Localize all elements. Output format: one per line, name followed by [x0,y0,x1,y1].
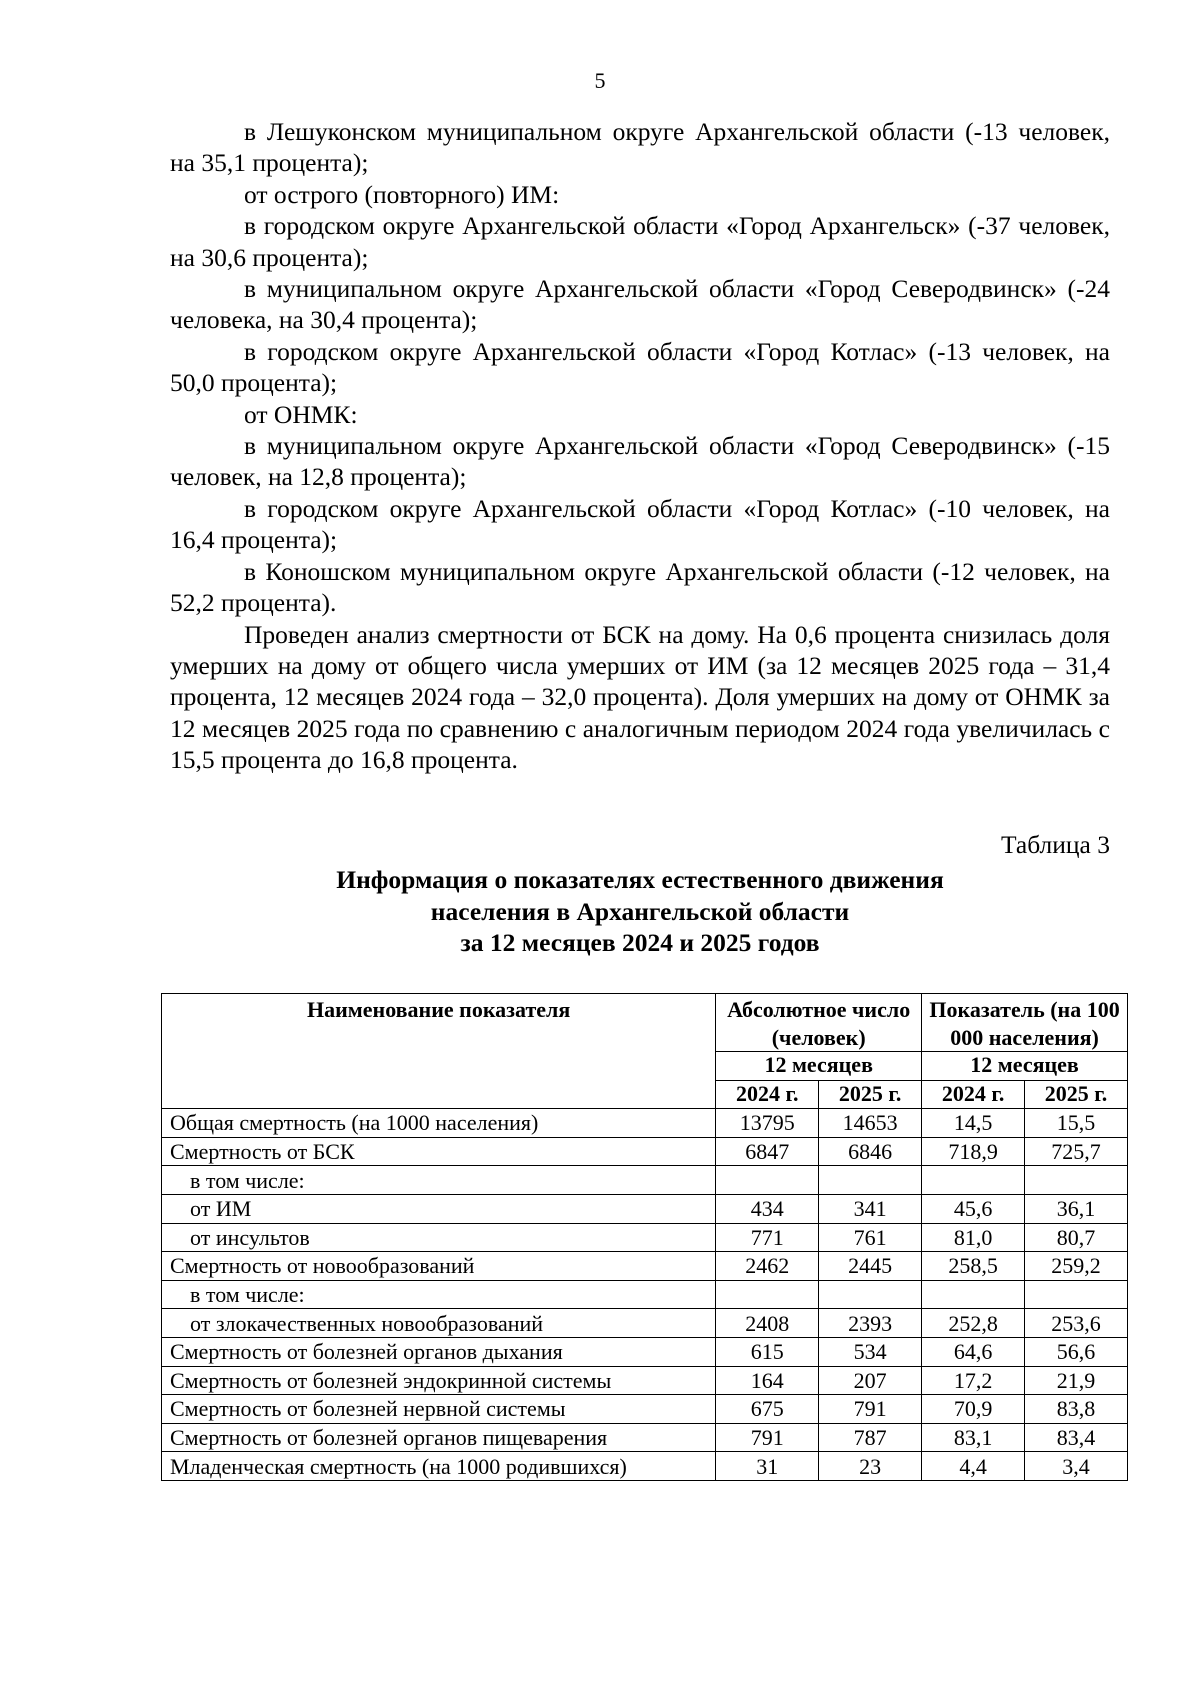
table-row [162,1395,1128,1424]
header-year: 2024 г. [922,1080,1025,1109]
paragraph: от острого (повторного) ИМ: [244,179,560,209]
row-label: от ИМ [162,1194,716,1223]
header-period-rate: 12 месяцев [922,1052,1128,1081]
row-label: Смертность от болезней эндокринной системы [162,1366,716,1395]
table-cell: 791 [716,1423,819,1452]
table-cell: 6846 [819,1137,922,1166]
table-row [162,1166,1128,1195]
header-year: 2025 г. [1025,1080,1128,1109]
table-cell [922,1166,1025,1195]
table-row [162,1280,1128,1309]
table-cell [716,1166,819,1195]
table-cell [1025,1280,1128,1309]
table-cell: 6847 [716,1137,819,1166]
table-row [162,1252,1128,1281]
table-cell: 434 [716,1194,819,1223]
table-cell [716,1280,819,1309]
paragraph: в Лешуконском муниципальном округе Архангельской области (-13 человек, на 35,1 процента); [170,117,1110,178]
table-cell: 4,4 [922,1452,1025,1481]
table-cell: 675 [716,1395,819,1424]
table-row [162,1452,1128,1481]
mortality-table [161,993,1128,1481]
table-row [162,1366,1128,1395]
row-label: Смертность от болезней нервной системы [162,1395,716,1424]
table-cell: 787 [819,1423,922,1452]
table-title-line: за 12 месяцев 2024 и 2025 годов [460,928,820,957]
table-cell: 207 [819,1366,922,1395]
table-cell: 341 [819,1194,922,1223]
paragraph: в городском округе Архангельской области «Город Котлас» (-13 человек, на 50,0 процента); [170,336,1110,398]
row-label: в том числе: [162,1280,716,1309]
table-cell: 70,9 [922,1395,1025,1424]
table-cell: 725,7 [1025,1137,1128,1166]
paragraph: от ОНМК: [244,399,358,429]
table-caption: Таблица 3 [1000,830,1110,859]
table-cell: 2462 [716,1252,819,1281]
table-row [162,1137,1128,1166]
header-rate-group: Показатель (на 100 000 населения) [922,994,1128,1052]
table-cell: 31 [716,1452,819,1481]
paragraph: в муниципальном округе Архангельской области «Город Северодвинск» (-24 человека, на 30,4 процента); [170,274,1110,335]
table-cell: 56,6 [1025,1337,1128,1366]
table-cell: 252,8 [922,1309,1025,1338]
table-cell: 17,2 [922,1366,1025,1395]
table-cell: 3,4 [1025,1452,1128,1481]
table-title [170,864,1110,959]
table-cell [1025,1166,1128,1195]
table-cell: 761 [819,1223,922,1252]
table-cell: 259,2 [1025,1252,1128,1281]
table-cell: 718,9 [922,1137,1025,1166]
paragraph: в Коношском муниципальном округе Архангельской области (-12 человек, на 52,2 процента). [170,556,1110,618]
row-label: от злокачественных новообразований [162,1309,716,1338]
table-cell [819,1166,922,1195]
body-text [170,116,1110,776]
row-label: Смертность от БСК [162,1137,716,1166]
table-cell: 64,6 [922,1337,1025,1366]
table-cell: 80,7 [1025,1223,1128,1252]
table-cell: 13795 [716,1109,819,1138]
row-label: Смертность от новообразований [162,1252,716,1281]
paragraph: в городском округе Архангельской области «Город Котлас» (-10 человек, на 16,4 процента); [170,493,1110,555]
paragraph: Проведен анализ смертности от БСК на дому. На 0,6 процента снизилась доля умерших на дому от общего числа умерших от ИМ (за 12 месяцев 2025 года – 31,4 процента, 12 месяцев 2024 года – 32,0 процента). Доля умерших на дому от ОНМК за 12 месяцев 2025 года по сравнению с аналогичным периодом 2024 года увеличилась с 15,5 процента до 16,8 процента. [170,619,1110,775]
row-label: Общая смертность (на 1000 населения) [162,1109,716,1138]
table-cell: 253,6 [1025,1309,1128,1338]
row-label: Младенческая смертность (на 1000 родившихся) [162,1452,716,1481]
table-body [162,1109,1128,1481]
header-year: 2024 г. [716,1080,819,1109]
table-cell: 83,8 [1025,1395,1128,1424]
table-row [162,1309,1128,1338]
header-period-absolute: 12 месяцев [716,1052,922,1081]
table-title-line: Информация о показателях естественного движения [336,865,944,894]
table-cell: 21,9 [1025,1366,1128,1395]
table-cell [922,1280,1025,1309]
table-row [162,1109,1128,1138]
row-label: Смертность от болезней органов пищеварения [162,1423,716,1452]
table-row [162,1423,1128,1452]
table-cell: 164 [716,1366,819,1395]
table-row [162,1337,1128,1366]
table-cell: 615 [716,1337,819,1366]
paragraph: в муниципальном округе Архангельской области «Город Северодвинск» (-15 человек, на 12,8 процента); [170,431,1110,492]
header-year: 2025 г. [819,1080,922,1109]
header-absolute-group: Абсолютное число (человек) [716,994,922,1052]
row-label: от инсультов [162,1223,716,1252]
table-row [162,1194,1128,1223]
table-title-line: населения в Архангельской области [430,896,850,926]
table-cell: 771 [716,1223,819,1252]
row-label: Смертность от болезней органов дыхания [162,1337,716,1366]
table-cell: 534 [819,1337,922,1366]
header-name-column: Наименование показателя [162,994,716,1109]
table-cell: 15,5 [1025,1109,1128,1138]
row-label: в том числе: [162,1166,716,1195]
table-cell: 2445 [819,1252,922,1281]
table-cell: 258,5 [922,1252,1025,1281]
paragraph: в городском округе Архангельской области «Город Архангельск» (-37 человек, на 30,6 процента); [170,211,1110,272]
table-cell: 2393 [819,1309,922,1338]
table-cell [819,1280,922,1309]
table-cell: 83,4 [1025,1423,1128,1452]
table-cell: 23 [819,1452,922,1481]
table-cell: 45,6 [922,1194,1025,1223]
table-cell: 81,0 [922,1223,1025,1252]
page-number: 5 [594,68,606,93]
table-cell: 36,1 [1025,1194,1128,1223]
table-cell: 14653 [819,1109,922,1138]
table-cell: 791 [819,1395,922,1424]
table-cell: 14,5 [922,1109,1025,1138]
table-cell: 2408 [716,1309,819,1338]
table-row [162,1223,1128,1252]
table-cell: 83,1 [922,1423,1025,1452]
